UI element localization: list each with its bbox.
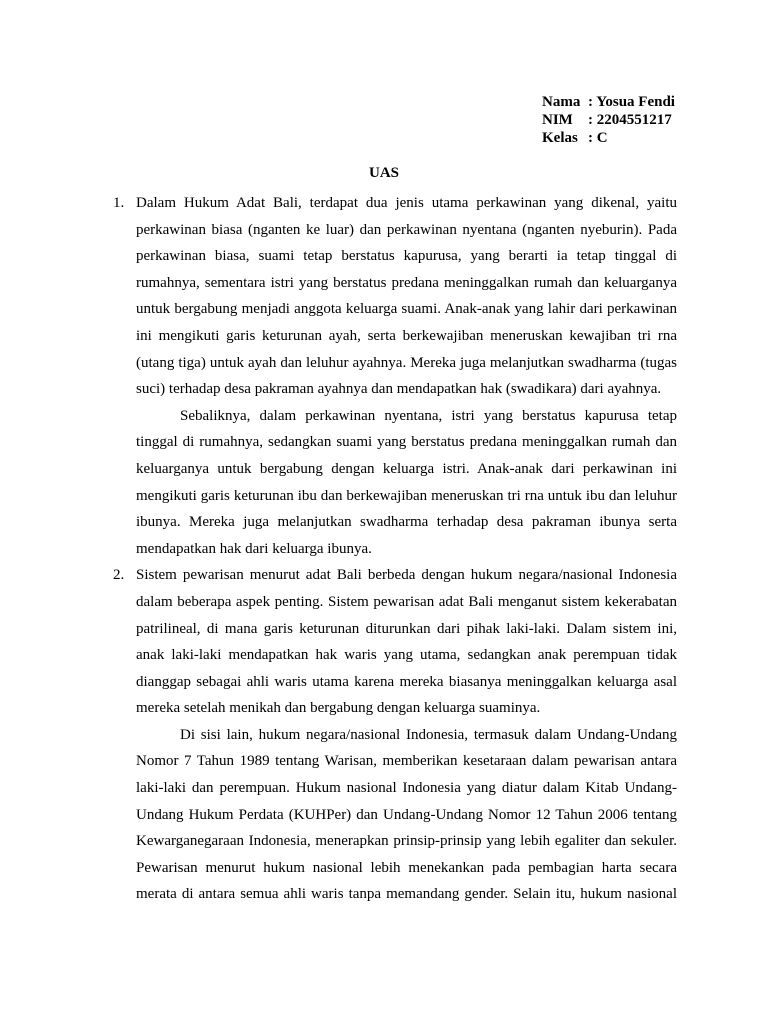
student-name-label: Nama bbox=[542, 94, 581, 110]
document-title: UAS bbox=[368, 165, 399, 181]
student-nim-value: : 2204551217 bbox=[588, 112, 672, 128]
answer-paragraph: Dalam Hukum Adat Bali, terdapat dua jenis utama perkawinan yang dikenal, yaitu perkawinan biasa (nganten ke luar) dan perkawinan nyentana (nganten nyeburin). Pada perkawinan biasa, suami tetap berstatus kapurusa, yang berarti ia tetap tinggal di rumahnya, sementara istri yang berstatus predana meninggalkan rumah dan keluarganya untuk bergabung menjadi anggota keluarga suami. Anak-anak yang lahir dari perkawinan ini mengikuti garis keturunan ayah, serta berkewajiban meneruskan kewajiban tri rna (utang tiga) untuk ayah dan leluhur ayahnya. Mereka juga melanjutkan swadharma (tugas suci) terhadap desa pakraman ayahnya dan mendapatkan hak (swadikara) dari ayahnya. bbox=[136, 195, 677, 398]
answer-paragraph: Di sisi lain, hukum negara/nasional Indonesia, termasuk dalam Undang-Undang Nomor 7 Tahun 1989 tentang Warisan, memberikan kesetaraan dalam pewarisan antara laki-laki dan perempuan. Hukum nasional Indonesia yang diatur dalam Kitab Undang-Undang Hukum Perdata (KUHPer) dan Undang-Undang Nomor 12 Tahun 2006 tentang Kewarganegaraan Indonesia, menerapkan prinsip-prinsip yang lebih egaliter dan sekuler. Pewarisan menurut hukum nasional lebih menekankan pada pembagian harta secara merata di antara semua ahli waris tanpa memandang gender. Selain itu, hukum nasional bbox=[136, 726, 677, 903]
student-name-value: : Yosua Fendi bbox=[588, 94, 675, 110]
student-nim-label: NIM bbox=[542, 112, 573, 128]
answer-body bbox=[136, 190, 677, 562]
answer-paragraph: Sistem pewarisan menurut adat Bali berbeda dengan hukum negara/nasional Indonesia dalam beberapa aspek penting. Sistem pewarisan adat Bali menganut sistem kekerabatan patrilineal, di mana garis keturunan diturunkan dari pihak laki-laki. Dalam sistem ini, anak laki-laki mendapatkan hak waris yang utama, sedangkan anak perempuan tidak dianggap sebagai ahli waris utama karena mereka biasanya meninggalkan keluarga asal mereka setelah menikah dan bergabung dengan keluarga suaminya. bbox=[136, 567, 677, 717]
student-nim-row bbox=[542, 111, 675, 129]
answer-list bbox=[113, 190, 677, 908]
student-class-value: : C bbox=[588, 130, 608, 146]
answer-number: 2. bbox=[113, 567, 125, 584]
student-name-row bbox=[542, 93, 675, 111]
student-class-row bbox=[542, 129, 675, 147]
student-info-block bbox=[542, 93, 675, 147]
answer-number: 1. bbox=[113, 195, 125, 211]
answer-item-1 bbox=[113, 190, 677, 562]
student-class-label: Kelas bbox=[542, 130, 578, 146]
answer-paragraph: Sebaliknya, dalam perkawinan nyentana, istri yang berstatus kapurusa tetap tinggal di rumahnya, sedangkan suami yang berstatus predana meninggalkan rumah dan keluarganya untuk bergabung dengan keluarga istri. Anak-anak dari perkawinan ini mengikuti garis keturunan ibu dan berkewajiban meneruskan tri rna untuk ibu dan leluhur ibunya. Mereka juga melanjutkan swadharma terhadap desa pakraman ibunya serta mendapatkan hak dari keluarga ibunya. bbox=[136, 407, 677, 557]
answer-body bbox=[136, 562, 677, 908]
answer-item-2 bbox=[113, 562, 677, 908]
